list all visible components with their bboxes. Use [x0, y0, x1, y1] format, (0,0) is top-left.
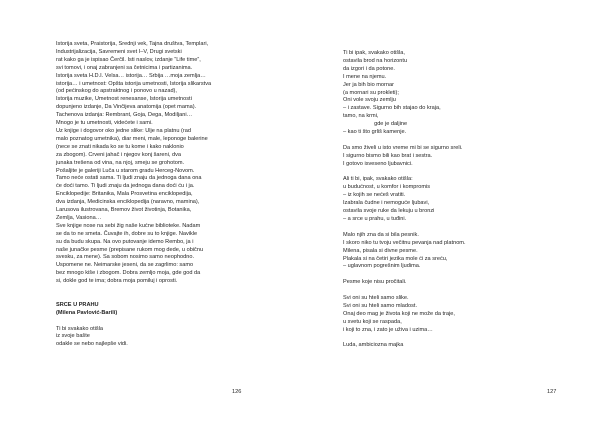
paragraph-line: Uspomene ne. Neimarske jeseni, da se zagrlimo: samo	[56, 262, 194, 269]
stanza-gap	[343, 271, 553, 279]
left-page-text	[56, 41, 268, 349]
paragraph-line: Larusova ilustrovana, Bremov život životinja, Botanika,	[56, 207, 192, 214]
poem-line: Oni vole svoju zemlju	[343, 97, 396, 104]
paragraph-line: dva izdanja, Medicinska enciklopedija (naravno, mamina),	[56, 199, 200, 206]
paragraph-line: Industrijalizacija, Savremeni svet I–V, Drugi svetski	[56, 48, 182, 55]
poem-line: – uglavnom pogrešnim ljudima.	[343, 263, 421, 270]
poem-line: u budućnost, u komfor i kompromis	[343, 184, 431, 191]
poem-line: i koji to zna, i zato je uživa i uzima…	[343, 326, 433, 333]
paragraph-line: Pošaljite je galeriji Luča u starom gradu Herceg-Novom.	[56, 167, 195, 174]
paragraph-line: bez mnogo kiše i zbogom. Dobra zemljo moja, gde god da	[56, 270, 201, 277]
paragraph-line: svi tomovi, i onaj zabranjeni sa četnicima i partizanima.	[56, 64, 193, 71]
poem-line: Svi oni su hteli samo mladost.	[343, 302, 417, 309]
poem-line: – iz kojih se nećeš vratiti.	[343, 192, 406, 199]
poem-line: Milena, pisala si divne pesme.	[343, 247, 418, 254]
poem-line: I skoro niko tu tvoju večitnu pevanja nad platnom.	[343, 239, 466, 246]
stanza-gap	[343, 335, 553, 343]
paragraph-line: si, dokle god te ima; dobra moja pomiluj i oprosti.	[56, 278, 178, 285]
poem-line: ostavila brod na horizontu	[343, 57, 408, 64]
paragraph-line: Uz knjige i dogovor oko jedne slike: Ulje na platnu (rad	[56, 127, 191, 134]
stanza-gap	[56, 294, 268, 302]
poem-line: tamo, na krmi,	[343, 113, 379, 120]
paragraph-line: će doći tamo. Ti ljudi znaju da jednoga dana doći ću i ja.	[56, 183, 195, 190]
poem-line: Ali ti bi, ipak, svakako otišla:	[343, 176, 413, 183]
paragraph-line: Istorija sveta, Praistorija, Srednji vek, Tajna društva, Templari,	[56, 41, 209, 47]
poem-line: Pesme koje nisu pročitali.	[343, 279, 407, 286]
poem-line: – kao ti što grliš kamenje.	[343, 129, 407, 136]
right-page-text	[343, 50, 553, 350]
paragraph-line: rat kako ga je ispisao Čerčil. Isti naslov, izdanje “Life time”,	[56, 56, 201, 63]
stanza-gap	[343, 224, 553, 232]
stanza-gap	[343, 169, 553, 177]
paragraph-line: Sve knjige nose na sebi žig naše kućne biblioteke. Nadam	[56, 222, 201, 229]
poem-line: Jer ja bih bio mornar	[343, 81, 394, 88]
paragraph-line: Tamo neće ostati sama. Ti ljudi znaju da jednoga dana ona	[56, 175, 202, 182]
page-number-left: 126	[232, 389, 242, 395]
paragraph-line: svesku, za mene). Sa sobom nosimo samo neophodno.	[56, 254, 195, 261]
poem-line: iz svoje bašte	[56, 333, 90, 340]
paragraph-line: za zbogom). Crveni jahač i njegov konj šareni, dva	[56, 151, 181, 158]
paragraph-line: dopunjeno izdanje, Da Vinčijeva anatomija (opet mama).	[56, 104, 197, 111]
paragraph-line: Mnogo je tu umetnosti, videćete i sami.	[56, 120, 153, 127]
poem-line: I gotovo isveseno ljubavnici.	[343, 160, 413, 167]
poem-line: u svetu koji se raspada,	[343, 318, 402, 325]
poem-line: Ti bi svakako otišla	[56, 325, 104, 332]
paragraph-line: Tachenova izdanja: Rembrant, Goja, Dega, Modiljani…	[56, 112, 193, 119]
poem-line: – i zastave. Sigurno bih stajao do kraja,	[343, 105, 441, 112]
poem-title: SRCE U PRAHU	[56, 301, 99, 308]
poem-line: Izabrala čudne i nemoguće ljubavi,	[343, 200, 430, 207]
poem-line: – a srce u prahu, u tuđini.	[343, 216, 407, 222]
poem-line: Malo njih zna da si bila pesnik.	[343, 231, 419, 238]
stanza-gap	[343, 287, 553, 295]
paragraph-line: malo poznatog umetnika), diar meni, male, leponoge balerine	[56, 135, 208, 142]
page-number-right: 127	[547, 389, 557, 395]
poem-line: gde je daljine	[343, 121, 408, 128]
stanza-gap	[56, 286, 268, 294]
poem-line: I mene na njemu.	[343, 73, 387, 80]
poem-line: Onaj deo mag je života koji ne može da traje,	[343, 310, 455, 317]
poem-line: Da smo živeli u isto vreme mi bi se sigurno sreli.	[343, 144, 463, 151]
poem-line: ostavila svoje ruke da lekuju u bronzi	[343, 208, 435, 215]
stanza-gap	[343, 137, 553, 145]
stanza-gap	[56, 318, 268, 326]
paragraph-line: junaka trešena od vina, na njoj, smeju se grohotom.	[56, 159, 185, 166]
paragraph-line: (nece se znati nikada ko se tu kome i kako naklonio	[56, 143, 184, 150]
poem-line: Ti bi ipak, svakako otišla,	[343, 50, 405, 56]
paragraph-line: Istorija sveta H.D.I. Velsa… istorija… Srbija …moja zemlja…	[56, 72, 206, 79]
paragraph-line: Istorija muzike, Umetnost renesanse, Istorija umetnosti	[56, 96, 192, 103]
poem-line: I sigurno bismo bili kao brat i sestra.	[343, 152, 433, 159]
poem-line: Luda, ambiciozna majka	[343, 342, 404, 349]
right-page	[300, 0, 600, 423]
paragraph-line: istorija… i umetnost: Opšta istorija umetnosti, Istorija slikarstva	[56, 80, 212, 87]
paragraph-line: su da budu skupa. Na ovo putovanje idemo Rembo, ja i	[56, 238, 194, 245]
poem-line: da izgori i da potone.	[343, 65, 395, 72]
poem-author: (Milena Pavlović-Barili)	[56, 309, 118, 316]
poem-line: Plakala si na četiri jezika mole ći za sreću,	[343, 255, 448, 262]
poem-line: Svi oni su hteli samo slike.	[343, 295, 409, 302]
paragraph-line: se da to ne smeta. Čuvajte ih, dobre su to knjige. Navikle	[56, 230, 198, 237]
poem-line: (a mornari su prokleti);	[343, 89, 399, 96]
paragraph-line: naše junačke pesme (prepisane rukom mog dede, u običnu	[56, 246, 204, 253]
paragraph-line: Zemlja, Vasiona…	[56, 214, 102, 221]
poem-line: odakle se nebo najlepše vidi.	[56, 341, 128, 348]
paragraph-line: (od pećinskog do apstraktnog i ponovo u nazad),	[56, 88, 177, 95]
paragraph-line: Enciklopedije: Britanika, Mala Prosvetina enciklopedija,	[56, 191, 193, 198]
